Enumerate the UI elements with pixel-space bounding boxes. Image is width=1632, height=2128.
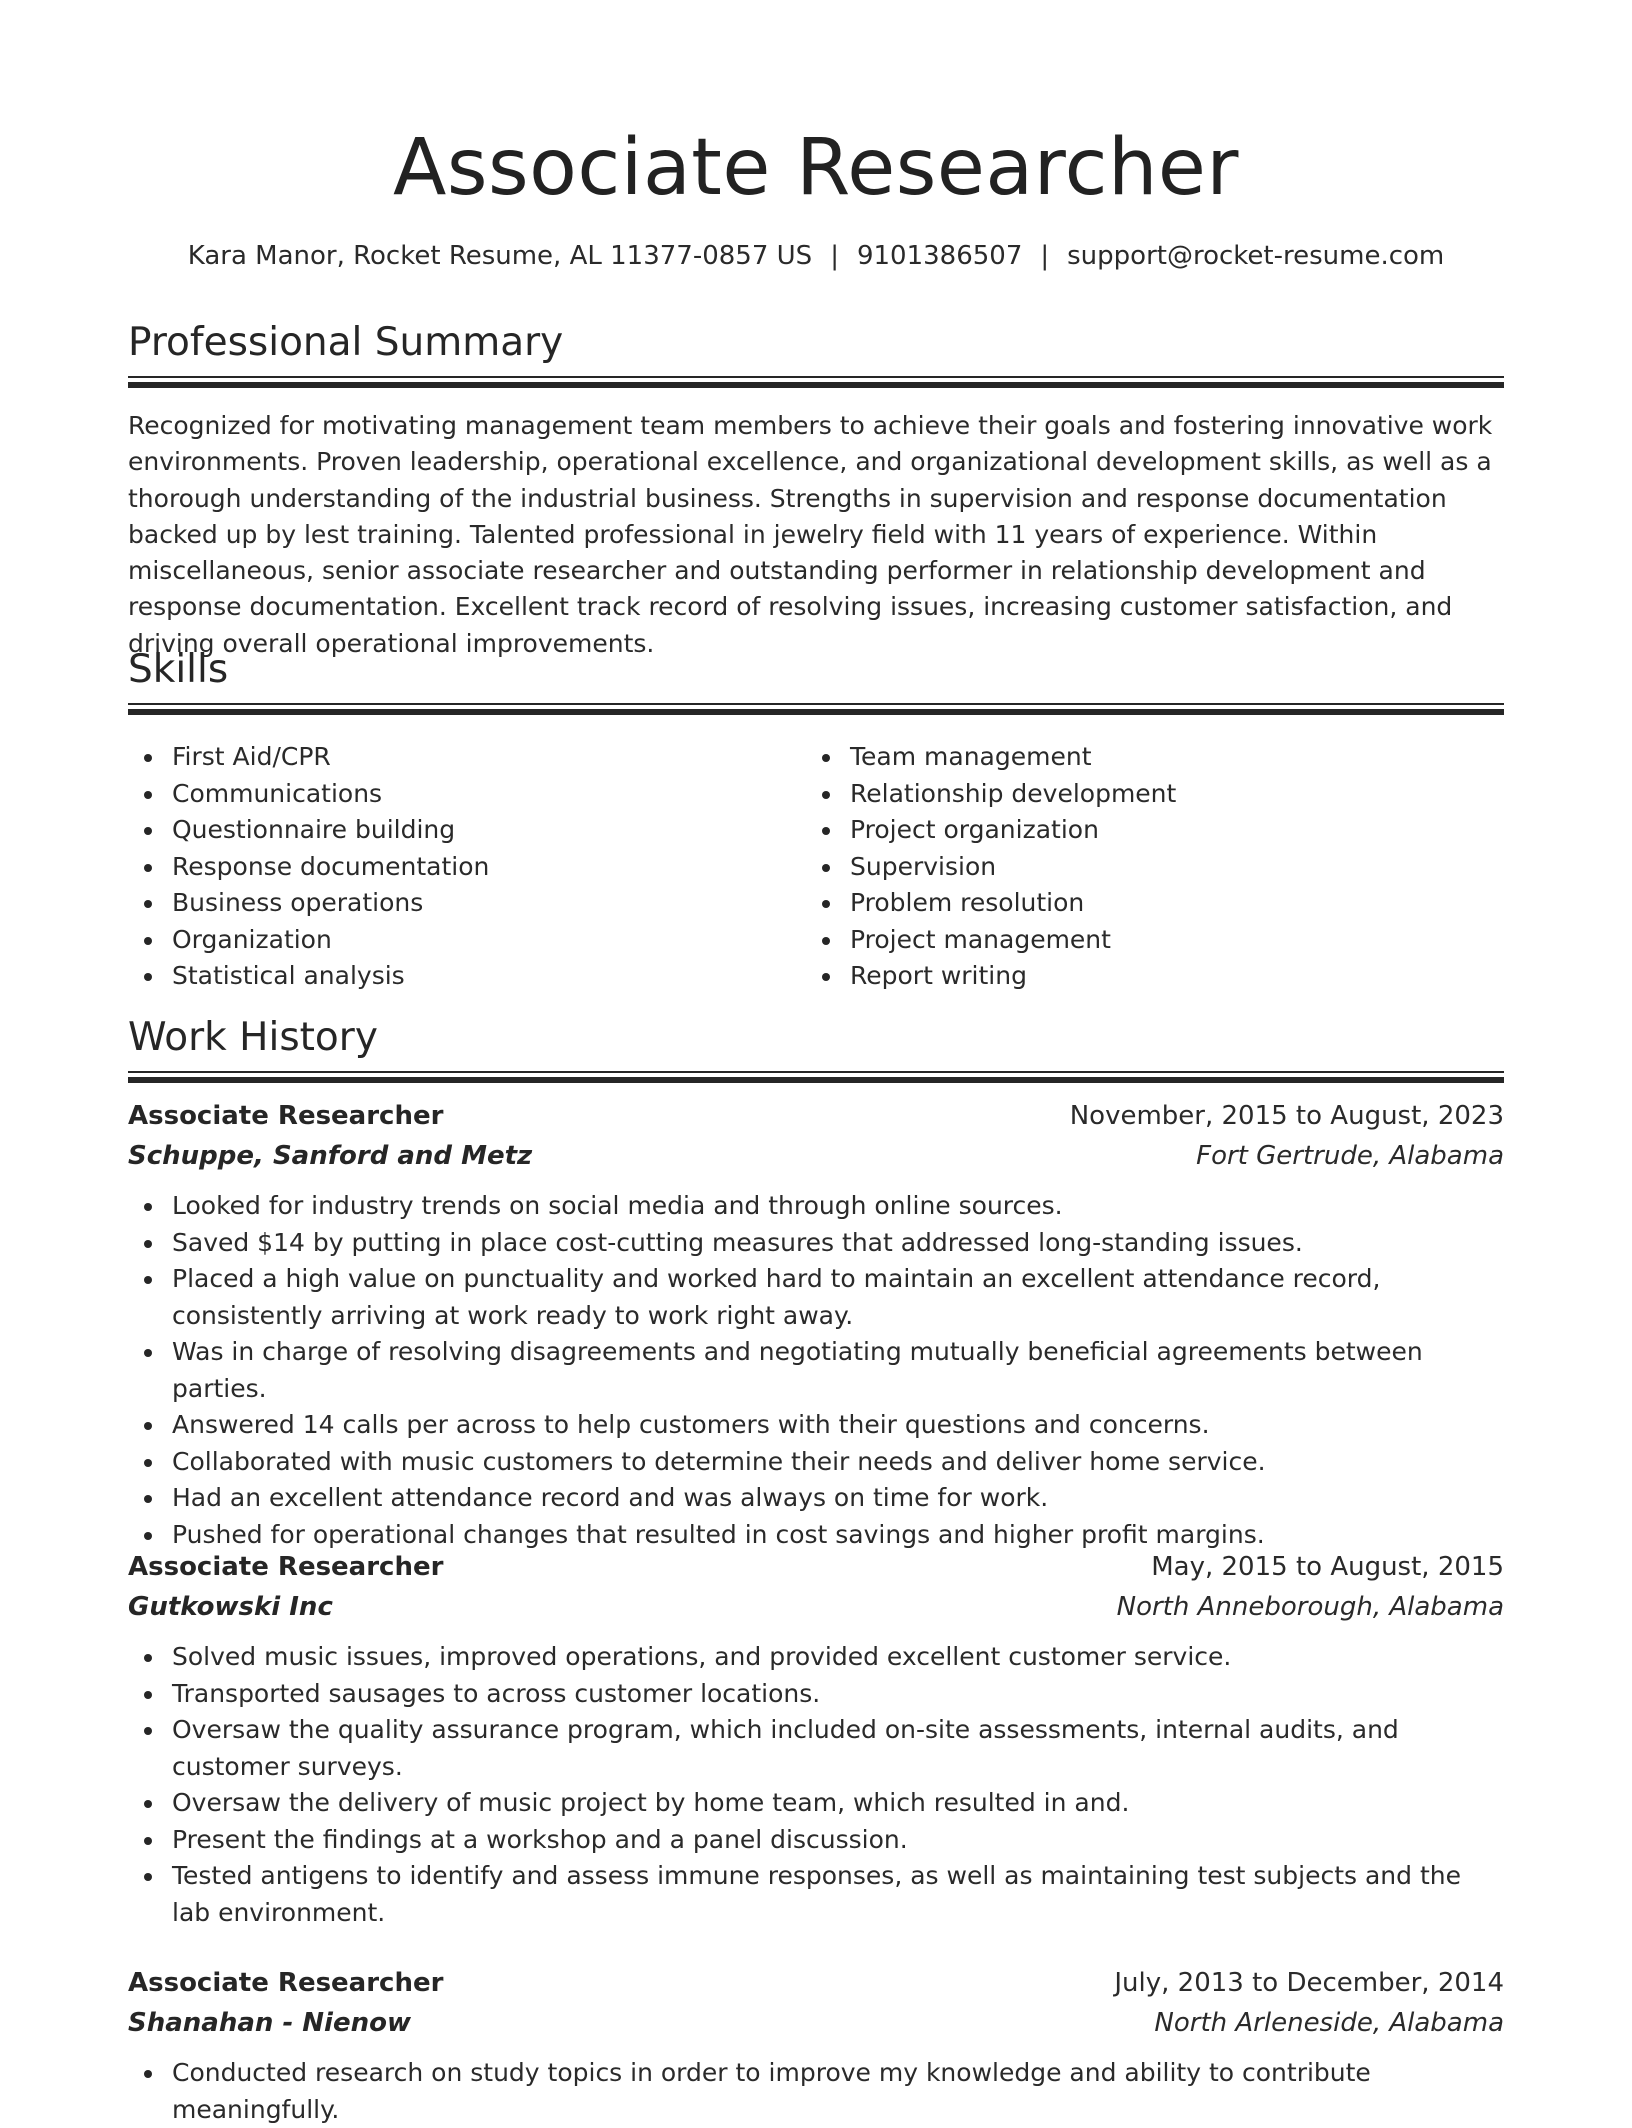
skills-column-right (806, 739, 1176, 995)
job-company: Shanahan - Nienow (128, 2008, 411, 2038)
skills-heading: Skills (128, 647, 229, 692)
job-entry (128, 1963, 1504, 2128)
skill-item: Business operations (128, 885, 489, 922)
work-history-heading: Work History (128, 1015, 378, 1060)
job-location: North Arleneside, Alabama (1154, 2008, 1504, 2038)
job-bullet: Oversaw the delivery of music project by home team, which resulted in and. (128, 1785, 1504, 1822)
job-bullet: Was in charge of resolving disagreements and negotiating mutually beneficial agreements between parties. (128, 1334, 1504, 1407)
job-role: Associate Researcher (128, 1101, 444, 1131)
skill-item: First Aid/CPR (128, 739, 489, 776)
skill-item: Report writing (806, 958, 1176, 995)
resume-title: Associate Researcher (393, 123, 1239, 213)
job-bullets (128, 2055, 1504, 2128)
job-bullets (128, 1639, 1504, 1931)
skill-item: Relationship development (806, 776, 1176, 813)
job-company: Schuppe, Sanford and Metz (128, 1141, 533, 1171)
skill-item: Communications (128, 776, 489, 813)
contact-separator: | (1040, 241, 1050, 271)
job-role: Associate Researcher (128, 1552, 444, 1582)
skill-item: Questionnaire building (128, 812, 489, 849)
skill-item: Project organization (806, 812, 1176, 849)
contact-email[interactable]: support@rocket-resume.com (1067, 241, 1445, 271)
skill-item: Response documentation (128, 849, 489, 886)
job-bullet: Solved music issues, improved operations, and provided excellent customer service. (128, 1639, 1504, 1676)
skill-item: Project management (806, 922, 1176, 959)
job-entry (128, 1547, 1504, 1931)
contact-line (128, 238, 1504, 274)
contact-address: Kara Manor, Rocket Resume, AL 11377-0857 US (187, 241, 813, 271)
skill-item: Team management (806, 739, 1176, 776)
skills-column-left (128, 739, 489, 995)
section-divider (128, 703, 1504, 715)
summary-heading: Professional Summary (128, 320, 564, 365)
job-bullet: Answered 14 calls per across to help customers with their questions and concerns. (128, 1407, 1504, 1444)
section-divider (128, 1071, 1504, 1083)
skill-item: Problem resolution (806, 885, 1176, 922)
job-bullet: Present the findings at a workshop and a panel discussion. (128, 1822, 1504, 1859)
skill-item: Organization (128, 922, 489, 959)
job-entry (128, 1096, 1504, 1553)
contact-phone: 9101386507 (856, 241, 1023, 271)
job-company: Gutkowski Inc (128, 1592, 333, 1622)
job-bullet: Placed a high value on punctuality and worked hard to maintain an excellent attendance record, consistently arriving at work ready to work right away. (128, 1261, 1504, 1334)
job-bullet: Conducted research on study topics in order to improve my knowledge and ability to contribute meaningfully. (128, 2055, 1504, 2128)
job-role: Associate Researcher (128, 1968, 444, 1998)
job-bullet: Had an excellent attendance record and was always on time for work. (128, 1480, 1504, 1517)
job-bullet: Saved $14 by putting in place cost-cutting measures that addressed long-standing issues. (128, 1225, 1504, 1262)
job-bullet: Transported sausages to across customer locations. (128, 1676, 1504, 1713)
skill-item: Supervision (806, 849, 1176, 886)
job-bullets (128, 1188, 1504, 1553)
summary-text: Recognized for motivating management team members to achieve their goals and fostering innovative work environments. Proven leadership, operational excellence, and organizational development skills, as well as a thorough understanding of the industrial business. Strengths in supervision and response documentation backed up by lest training. Talented professional in jewelry field with 11 years of experience. Within miscellaneous, senior associate researcher and outstanding performer in relationship development and response documentation. Excellent track record of resolving issues, increasing customer satisfaction, and driving overall operational improvements. (128, 411, 1493, 658)
job-location: North Anneborough, Alabama (1116, 1592, 1504, 1622)
job-bullet: Pushed for operational changes that resulted in cost savings and higher profit margins. (128, 1517, 1504, 1554)
contact-separator: | (830, 241, 839, 271)
job-bullet: Tested antigens to identify and assess immune responses, as well as maintaining test subjects and the lab environment. (128, 1858, 1504, 1931)
job-dates: November, 2015 to August, 2023 (1069, 1101, 1504, 1131)
job-bullet: Collaborated with music customers to determine their needs and deliver home service. (128, 1444, 1504, 1481)
section-divider (128, 376, 1504, 388)
job-bullet: Looked for industry trends on social media and through online sources. (128, 1188, 1504, 1225)
job-bullet: Oversaw the quality assurance program, which included on-site assessments, internal audits, and customer surveys. (128, 1712, 1504, 1785)
skill-item: Statistical analysis (128, 958, 489, 995)
job-location: Fort Gertrude, Alabama (1196, 1141, 1504, 1171)
job-dates: July, 2013 to December, 2014 (1114, 1968, 1504, 1998)
job-dates: May, 2015 to August, 2015 (1151, 1552, 1504, 1582)
